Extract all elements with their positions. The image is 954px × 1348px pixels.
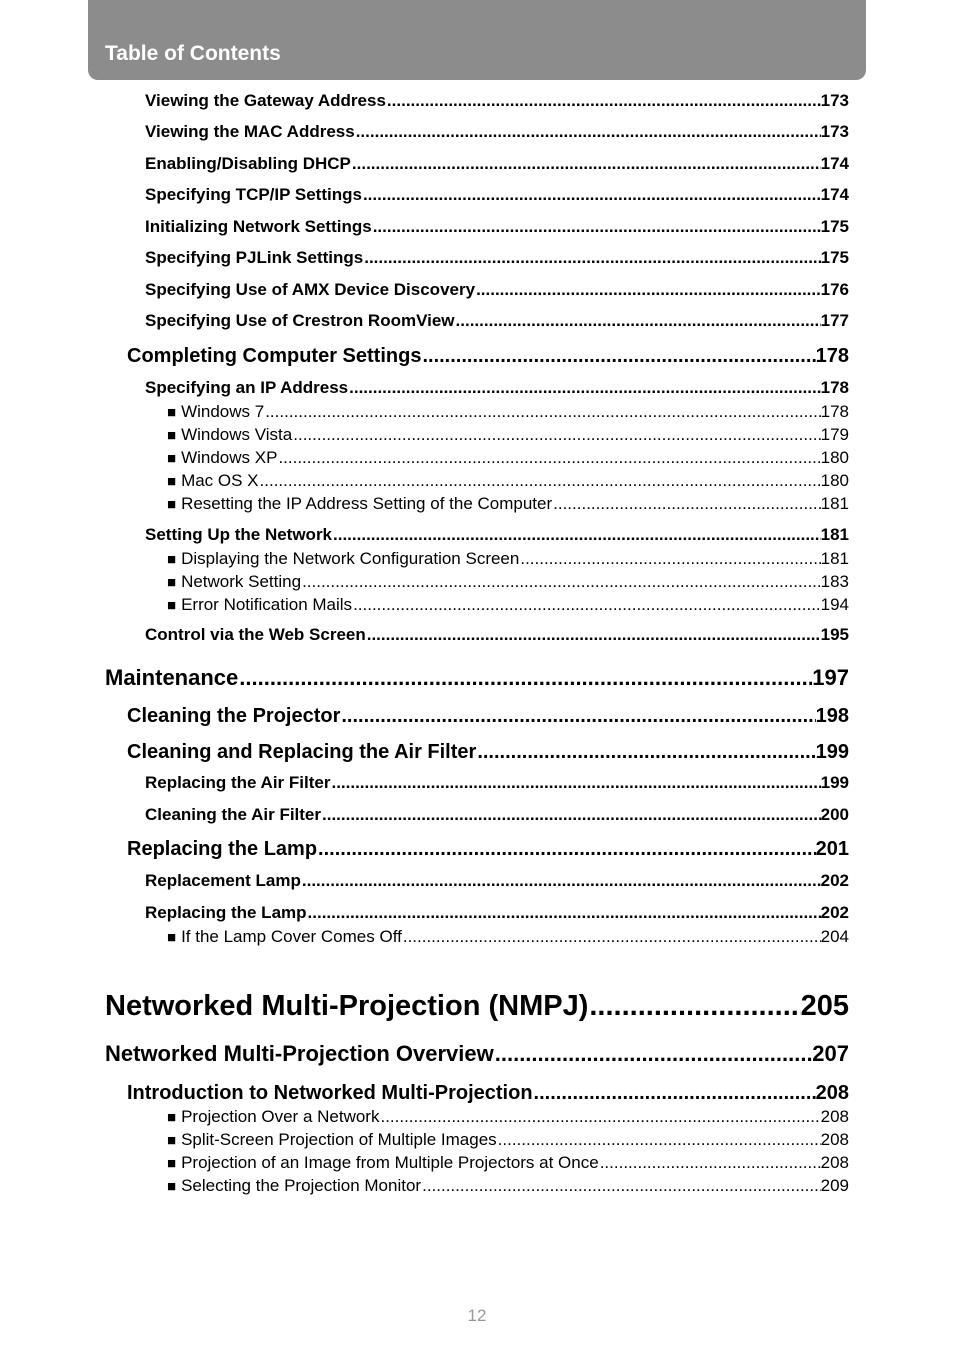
dot-leader: [533, 1081, 816, 1105]
toc-entry-title: [167, 425, 292, 446]
toc-entry-page: 181: [820, 525, 849, 544]
toc-entry[interactable]: [167, 572, 849, 593]
toc-entry-page: 202: [820, 903, 849, 922]
toc-entry-label: Enabling/Disabling DHCP: [145, 154, 351, 173]
square-bullet-icon: ■: [167, 1132, 177, 1149]
toc-entry[interactable]: [167, 549, 849, 570]
toc-entry[interactable]: [105, 665, 849, 691]
toc-entry[interactable]: [145, 217, 849, 237]
toc-entry-label: Windows XP: [181, 448, 278, 467]
toc-entry-title: [167, 1107, 379, 1128]
square-bullet-icon: ■: [167, 473, 177, 490]
toc-entry-label: Resetting the IP Address Setting of the Computer: [181, 494, 553, 513]
toc-entry[interactable]: [145, 280, 849, 300]
square-bullet-icon: ■: [167, 574, 177, 591]
toc-entry[interactable]: [105, 989, 849, 1023]
dot-leader: [321, 805, 821, 825]
dot-leader: [259, 471, 821, 491]
toc-entry-label: Specifying an IP Address: [145, 378, 349, 397]
toc-entry[interactable]: [127, 704, 849, 728]
toc-entry-page: 179: [820, 425, 849, 444]
toc-entry-title: [167, 549, 519, 570]
toc-entry[interactable]: [145, 248, 849, 268]
toc-entry-page: 174: [820, 154, 849, 173]
toc-entry-label: Network Setting: [181, 572, 302, 591]
toc-entry[interactable]: [127, 740, 849, 764]
toc-entry-page: 194: [820, 595, 849, 614]
toc-entry-label: Cleaning the Air Filter: [145, 805, 322, 824]
toc-entry[interactable]: [145, 871, 849, 891]
page-number: 12: [467, 1306, 487, 1325]
toc-entry-label: Windows Vista: [181, 425, 293, 444]
square-bullet-icon: ■: [167, 404, 177, 421]
toc-entry[interactable]: [167, 494, 849, 515]
square-bullet-icon: ■: [167, 496, 177, 513]
toc-entry-title: [167, 572, 301, 593]
square-bullet-icon: ■: [167, 1109, 177, 1126]
square-bullet-icon: ■: [167, 1155, 177, 1172]
toc-entry-label: Replacing the Lamp: [127, 838, 318, 860]
toc-entry-title: [167, 471, 259, 492]
toc-entry[interactable]: [105, 1041, 849, 1067]
dot-leader: [264, 402, 820, 422]
toc-entry-title: [145, 871, 301, 891]
toc-entry-label: Setting Up the Network: [145, 525, 333, 544]
toc-entry-label: Cleaning the Projector: [127, 705, 341, 727]
toc-entry-label: Projection Over a Network: [181, 1107, 380, 1126]
toc-entry[interactable]: [145, 805, 849, 825]
dot-leader: [317, 837, 816, 861]
toc-entry-page: 177: [820, 311, 849, 330]
toc-entry-label: Windows 7: [181, 402, 265, 421]
square-bullet-icon: ■: [167, 929, 177, 946]
dot-leader: [386, 91, 821, 111]
toc-entry-page: 199: [820, 773, 849, 792]
toc-entry-title: [145, 378, 348, 398]
toc-entry[interactable]: [145, 311, 849, 331]
toc-entry-title: [145, 185, 362, 205]
square-bullet-icon: ■: [167, 597, 177, 614]
toc-entry[interactable]: [127, 837, 849, 861]
dot-leader: [372, 217, 821, 237]
toc-entry-label: Error Notification Mails: [181, 595, 353, 614]
toc-entry[interactable]: [145, 903, 849, 923]
toc-entry-label: Completing Computer Settings: [127, 345, 422, 367]
toc-entry[interactable]: [167, 402, 849, 423]
toc-entry[interactable]: [145, 185, 849, 205]
toc-entry-title: [145, 280, 475, 300]
toc-entry-label: Networked Multi-Projection Overview: [105, 1041, 494, 1066]
toc-entry-page: 208: [820, 1153, 849, 1172]
toc-entry-page: 175: [820, 248, 849, 267]
toc-entry-title: [145, 154, 351, 174]
toc-entry[interactable]: [167, 595, 849, 616]
toc-entry-title: [145, 625, 366, 645]
toc-entry[interactable]: [145, 91, 849, 111]
toc-entry-label: Replacing the Lamp: [145, 903, 307, 922]
toc-entry-page: 175: [820, 217, 849, 236]
dot-leader: [421, 344, 815, 368]
dot-leader: [421, 1176, 821, 1196]
toc-entry-label: Specifying PJLink Settings: [145, 248, 364, 267]
toc-entry-label: Projection of an Image from Multiple Projectors at Once: [181, 1153, 599, 1172]
toc-entry-title: [105, 1041, 494, 1067]
toc-entry-title: [167, 595, 352, 616]
header-title: Table of Contents: [105, 42, 281, 65]
header-bar: [88, 0, 866, 80]
toc-entry-title: [167, 402, 264, 423]
dot-leader: [351, 154, 821, 174]
toc-entry[interactable]: [167, 448, 849, 469]
dot-leader: [379, 1107, 820, 1127]
toc-entry-label: Displaying the Network Configuration Screen: [181, 549, 520, 568]
toc-entry-title: [145, 805, 321, 825]
toc-entry-label: Mac OS X: [181, 471, 259, 490]
toc-entry-label: Viewing the Gateway Address: [145, 91, 386, 110]
square-bullet-icon: ■: [167, 427, 177, 444]
square-bullet-icon: ■: [167, 551, 177, 568]
toc-entry-label: Introduction to Networked Multi-Projection: [127, 1082, 533, 1104]
toc-entry-page: 180: [820, 448, 849, 467]
toc-entry-label: Replacing the Air Filter: [145, 773, 331, 792]
toc-entry-title: [145, 311, 455, 331]
toc-entry[interactable]: [167, 927, 849, 948]
toc-entry-page: 208: [820, 1107, 849, 1126]
toc-entry[interactable]: [167, 471, 849, 492]
toc-entry[interactable]: [127, 1081, 849, 1105]
toc-entry-page: 197: [812, 665, 849, 690]
dot-leader: [301, 572, 821, 592]
dot-leader: [277, 448, 820, 468]
dot-leader: [366, 625, 821, 645]
dot-leader: [494, 1041, 813, 1067]
toc-entry-title: [145, 903, 307, 923]
dot-leader: [476, 740, 815, 764]
toc-entry-page: 174: [820, 185, 849, 204]
toc-entry-page: 181: [820, 549, 849, 568]
dot-leader: [330, 773, 820, 793]
dot-leader: [497, 1130, 821, 1150]
toc-entry-label: Viewing the MAC Address: [145, 122, 355, 141]
toc-entry-label: Split-Screen Projection of Multiple Images: [181, 1130, 497, 1149]
toc-entry-title: [105, 989, 588, 1023]
dot-leader: [340, 704, 815, 728]
toc-entry-label: Selecting the Projection Monitor: [181, 1176, 422, 1195]
toc-entry-label: Initializing Network Settings: [145, 217, 372, 236]
toc-entry-page: 183: [820, 572, 849, 591]
toc-entry-title: [167, 1153, 599, 1174]
toc-entry-page: 195: [820, 625, 849, 644]
toc-entry[interactable]: [145, 625, 849, 645]
toc-entry-title: [127, 704, 340, 728]
toc-entry[interactable]: [167, 1176, 849, 1197]
toc-entry-page: 199: [815, 741, 849, 763]
dot-leader: [475, 280, 821, 300]
toc-entry[interactable]: [167, 1130, 849, 1151]
dot-leader: [307, 903, 821, 923]
toc-entry-label: Cleaning and Replacing the Air Filter: [127, 741, 477, 763]
toc-entry-page: 178: [815, 345, 849, 367]
dot-leader: [552, 494, 820, 514]
toc-entry-title: [145, 122, 355, 142]
dot-leader: [455, 311, 821, 331]
toc-entry-page: 204: [820, 927, 849, 946]
toc-entry-page: 173: [820, 122, 849, 141]
toc-entry[interactable]: [145, 378, 849, 398]
dot-leader: [402, 927, 821, 947]
square-bullet-icon: ■: [167, 450, 177, 467]
dot-leader: [301, 871, 821, 891]
toc-entry-title: [145, 91, 386, 111]
toc-entry-page: 205: [800, 990, 849, 1022]
toc-entry-label: Specifying Use of Crestron RoomView: [145, 311, 455, 330]
toc-entry-title: [105, 665, 238, 691]
dot-leader: [363, 248, 820, 268]
toc-entry-page: 180: [820, 471, 849, 490]
toc-entry-title: [167, 1130, 497, 1151]
toc-entry-label: Specifying TCP/IP Settings: [145, 185, 362, 204]
toc-entry-title: [167, 448, 277, 469]
toc-entry-label: Maintenance: [105, 665, 239, 690]
toc-entry-label: If the Lamp Cover Comes Off: [181, 927, 402, 946]
toc-entry-page: 202: [820, 871, 849, 890]
toc-entry-page: 200: [820, 805, 849, 824]
toc-entry-title: [127, 1081, 533, 1105]
toc-entry-page: 208: [815, 1082, 849, 1104]
toc-entry-label: Replacement Lamp: [145, 871, 301, 890]
toc-entry-page: 201: [815, 838, 849, 860]
toc-entry-page: 178: [820, 378, 849, 397]
toc-entry[interactable]: [145, 122, 849, 142]
toc-entry[interactable]: [167, 1153, 849, 1174]
toc-entry-page: 209: [820, 1176, 849, 1195]
toc-entry-title: [167, 927, 402, 948]
toc-entry[interactable]: [127, 344, 849, 368]
toc-entry-title: [145, 773, 330, 793]
toc-entry-title: [167, 1176, 421, 1197]
toc-entry-title: [145, 217, 372, 237]
square-bullet-icon: ■: [167, 1178, 177, 1195]
toc-entry-label: Control via the Web Screen: [145, 625, 366, 644]
toc-entry-title: [127, 740, 476, 764]
toc-entry-page: 178: [820, 402, 849, 421]
toc-entry-title: [145, 525, 332, 545]
toc-entry-page: 181: [820, 494, 849, 513]
toc-entry-page: 176: [820, 280, 849, 299]
toc-entry-title: [167, 494, 552, 515]
toc-entry-title: [127, 837, 317, 861]
toc-entry-page: 173: [820, 91, 849, 110]
toc-entry-page: 207: [812, 1041, 849, 1066]
toc-entry[interactable]: [145, 773, 849, 793]
toc-entry[interactable]: [167, 425, 849, 446]
dot-leader: [332, 525, 821, 545]
toc-entry[interactable]: [167, 1107, 849, 1128]
dot-leader: [352, 595, 821, 615]
dot-leader: [362, 185, 821, 205]
toc-entry-title: [127, 344, 421, 368]
toc-entry[interactable]: [145, 154, 849, 174]
toc-entry-label: Networked Multi-Projection (NMPJ): [105, 990, 589, 1022]
dot-leader: [355, 122, 821, 142]
dot-leader: [292, 425, 820, 445]
dot-leader: [588, 989, 800, 1023]
dot-leader: [238, 665, 812, 691]
dot-leader: [599, 1153, 821, 1173]
toc-entry-title: [145, 248, 363, 268]
dot-leader: [348, 378, 821, 398]
toc-entry[interactable]: [145, 525, 849, 545]
toc-entry-label: Specifying Use of AMX Device Discovery: [145, 280, 476, 299]
toc-entry-page: 198: [815, 705, 849, 727]
toc-entry-page: 208: [820, 1130, 849, 1149]
dot-leader: [519, 549, 820, 569]
